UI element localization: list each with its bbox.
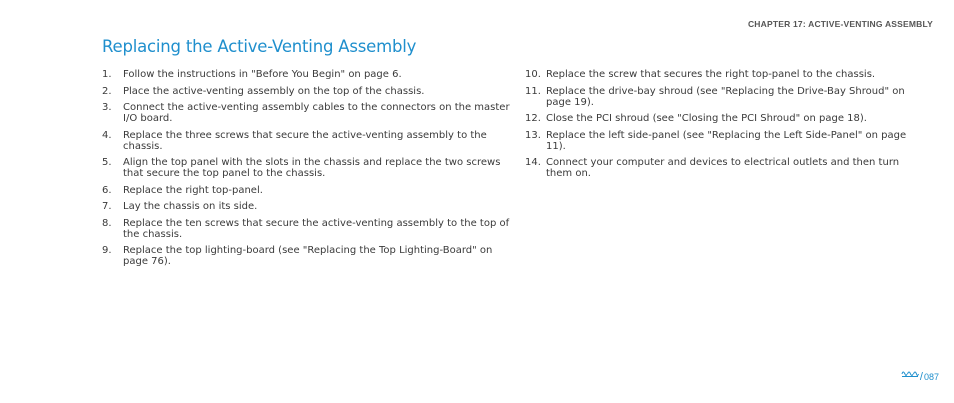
step-number: 1.: [102, 69, 112, 80]
step-number: 3.: [102, 102, 112, 113]
step-number: 9.: [102, 245, 112, 256]
page-footer: [901, 369, 939, 383]
list-item: [102, 201, 512, 212]
step-number: 4.: [102, 129, 112, 141]
step-number: 14.: [525, 157, 541, 168]
list-item: [102, 102, 512, 124]
step-number: 2.: [102, 85, 112, 97]
list-item: [525, 69, 915, 80]
list-item: [102, 130, 512, 152]
list-item: [102, 185, 512, 196]
step-number: 6.: [102, 184, 112, 196]
list-item: [102, 218, 512, 240]
step-text: Replace the drive-bay shroud (see "Replacing the Drive-Bay Shroud" on page 19).: [546, 85, 905, 108]
list-item: [102, 69, 512, 80]
step-number: 13.: [525, 129, 541, 141]
step-number: 7.: [102, 201, 112, 212]
list-item: [525, 86, 915, 108]
step-text: Replace the screw that secures the right top-panel to the chassis.: [546, 69, 876, 80]
steps-list-left: [102, 69, 512, 273]
step-text: Connect your computer and devices to electrical outlets and then turn them on.: [546, 157, 900, 179]
list-item: [102, 245, 512, 267]
step-number: 5.: [102, 157, 112, 168]
step-number: 10.: [525, 69, 541, 80]
step-text: Lay the chassis on its side.: [123, 201, 258, 212]
step-text: Connect the active-venting assembly cables to the connectors on the master I/O board.: [123, 102, 510, 124]
list-item: [102, 157, 512, 179]
step-number: 8.: [102, 217, 112, 229]
chapter-heading: CHAPTER 17: ACTIVE-VENTING ASSEMBLY: [747, 19, 933, 29]
steps-list-right: [525, 69, 915, 185]
list-item: [525, 157, 915, 179]
list-item: [525, 113, 915, 124]
step-text: Place the active-venting assembly on the top of the chassis.: [123, 85, 425, 97]
step-text: Align the top panel with the slots in the chassis and replace the two screws that secure the top panel to the chassis.: [123, 157, 501, 179]
page-title: Replacing the Active-Venting Assembly: [102, 37, 417, 56]
step-text: Replace the ten screws that secure the active-venting assembly to the top of the chassis.: [123, 217, 510, 240]
step-text: Replace the right top-panel.: [123, 184, 263, 196]
step-text: Replace the three screws that secure the active-venting assembly to the chassis.: [123, 129, 487, 152]
list-item: [525, 130, 915, 152]
step-text: Follow the instructions in "Before You Begin" on page 6.: [123, 69, 402, 80]
page-separator: /: [919, 371, 923, 383]
step-text: Replace the left side-panel (see "Replacing the Left Side-Panel" on page 11).: [546, 129, 907, 152]
page-number: 087: [923, 372, 939, 382]
step-number: 12.: [525, 113, 541, 124]
alienware-logo-icon: [901, 369, 919, 378]
step-text: Close the PCI shroud (see "Closing the PCI Shroud" on page 18).: [546, 113, 867, 124]
step-text: Replace the top lighting-board (see "Replacing the Top Lighting-Board" on page 76).: [123, 245, 493, 267]
step-number: 11.: [525, 85, 541, 97]
list-item: [102, 86, 512, 97]
